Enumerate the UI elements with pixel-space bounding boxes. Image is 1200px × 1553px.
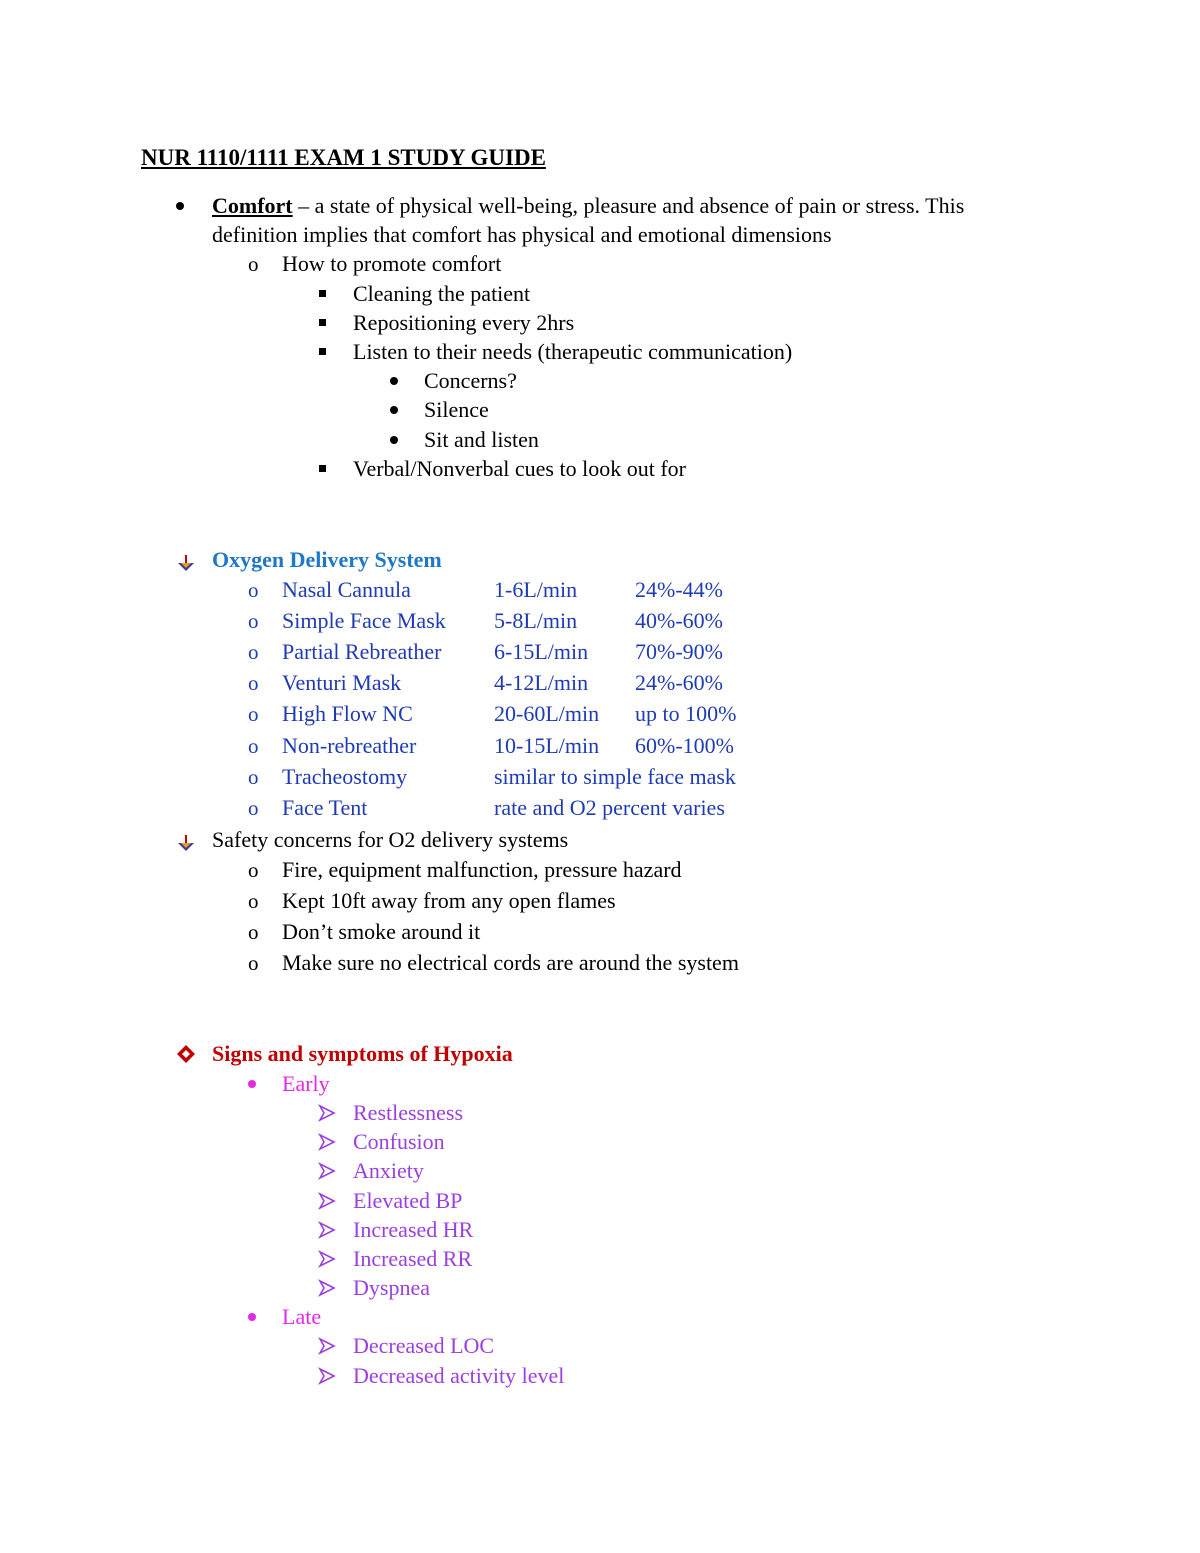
- circle-o-icon: o: [248, 671, 259, 695]
- circle-o-icon: o: [248, 609, 259, 633]
- bullet-dot-icon: [390, 406, 398, 414]
- comfort-definition: [212, 192, 964, 220]
- hypoxia-early-item: Increased RR: [353, 1246, 473, 1271]
- comfort-term: Comfort: [212, 193, 293, 218]
- hypoxia-early-item: Confusion: [353, 1129, 445, 1155]
- circle-o-icon: o: [248, 252, 259, 276]
- square-bullet-icon: [319, 319, 326, 326]
- oxygen-device: Face Tent: [282, 795, 368, 820]
- circle-o-icon: o: [248, 889, 259, 913]
- oxygen-percent: 60%-100%: [635, 733, 734, 758]
- diamond-bullet-icon: [176, 1044, 196, 1064]
- oxygen-device: Nasal Cannula: [282, 577, 411, 602]
- oxygen-device: High Flow NC: [282, 701, 413, 726]
- safety-heading: Safety concerns for O2 delivery systems: [212, 827, 569, 852]
- oxygen-rate: 10-15L/min: [494, 733, 600, 758]
- safety-item: Kept 10ft away from any open flames: [282, 888, 616, 913]
- oxygen-rate: 4-12L/min: [494, 670, 589, 695]
- bullet-dot-icon: [176, 202, 184, 210]
- comfort-item: Cleaning the patient: [353, 281, 531, 306]
- circle-o-icon: o: [248, 951, 259, 975]
- hypoxia-heading: Signs and symptoms of Hypoxia: [212, 1041, 513, 1066]
- arrowhead-bullet-icon: [318, 1133, 336, 1151]
- comfort-sub-item: Sit and listen: [424, 427, 539, 452]
- comfort-item: Listen to their needs (therapeutic communication): [353, 339, 793, 364]
- oxygen-percent: 70%-90%: [635, 639, 723, 664]
- hypoxia-early-item: Restlessness: [353, 1100, 463, 1125]
- oxygen-percent: 40%-60%: [635, 608, 723, 633]
- oxygen-device: Non-rebreather: [282, 733, 417, 758]
- oxygen-device: Tracheostomy: [282, 764, 408, 789]
- hypoxia-early-item: Elevated BP: [353, 1187, 463, 1213]
- bullet-dot-icon: [248, 1313, 256, 1321]
- oxygen-rate: rate and O2 percent varies: [494, 795, 725, 820]
- oxygen-rate: 1-6L/min: [494, 577, 578, 602]
- bullet-dot-icon: [248, 1080, 256, 1088]
- arrow-down-bullet-icon: [176, 554, 196, 574]
- arrowhead-bullet-icon: [318, 1162, 336, 1180]
- circle-o-icon: o: [248, 796, 259, 820]
- circle-o-icon: o: [248, 578, 259, 602]
- page-title: NUR 1110/1111 EXAM 1 STUDY GUIDE: [141, 145, 546, 170]
- promote-comfort-heading: How to promote comfort: [282, 251, 502, 276]
- oxygen-rate: 6-15L/min: [494, 639, 589, 664]
- comfort-item: Verbal/Nonverbal cues to look out for: [353, 456, 686, 481]
- oxygen-percent: up to 100%: [635, 701, 737, 726]
- arrowhead-bullet-icon: [318, 1337, 336, 1355]
- oxygen-percent: 24%-60%: [635, 670, 723, 695]
- oxygen-device: Partial Rebreather: [282, 639, 442, 664]
- safety-item: Don’t smoke around it: [282, 919, 481, 944]
- arrowhead-bullet-icon: [318, 1192, 336, 1210]
- arrowhead-bullet-icon: [318, 1279, 336, 1297]
- bullet-dot-icon: [390, 436, 398, 444]
- circle-o-icon: o: [248, 920, 259, 944]
- arrow-down-bullet-icon: [176, 834, 196, 854]
- arrowhead-bullet-icon: [318, 1104, 336, 1122]
- hypoxia-early-item: Dyspnea: [353, 1275, 430, 1301]
- oxygen-heading: Oxygen Delivery System: [212, 547, 442, 572]
- square-bullet-icon: [319, 290, 326, 297]
- circle-o-icon: o: [248, 640, 259, 664]
- hypoxia-late-item: Decreased LOC: [353, 1333, 495, 1358]
- bullet-dot-icon: [390, 377, 398, 385]
- comfort-definition-line1: – a state of physical well-being, pleasure and absence of pain or stress. This: [292, 193, 965, 218]
- arrowhead-bullet-icon: [318, 1250, 336, 1268]
- oxygen-device: Simple Face Mask: [282, 608, 446, 633]
- circle-o-icon: o: [248, 734, 259, 758]
- early-label: Early: [282, 1071, 330, 1096]
- hypoxia-early-item: Anxiety: [353, 1158, 424, 1184]
- oxygen-rate: 5-8L/min: [494, 608, 578, 633]
- circle-o-icon: o: [248, 765, 259, 789]
- safety-item: Make sure no electrical cords are around the system: [282, 950, 739, 975]
- comfort-item: Repositioning every 2hrs: [353, 310, 575, 335]
- circle-o-icon: o: [248, 858, 259, 882]
- oxygen-device: Venturi Mask: [282, 670, 402, 695]
- oxygen-rate: 20-60L/min: [494, 701, 600, 726]
- oxygen-percent: 24%-44%: [635, 577, 723, 602]
- square-bullet-icon: [319, 465, 326, 472]
- hypoxia-late-item: Decreased activity level: [353, 1363, 565, 1388]
- comfort-definition-line2: definition implies that comfort has physical and emotional dimensions: [212, 222, 832, 247]
- comfort-sub-item: Concerns?: [424, 368, 517, 393]
- hypoxia-early-item: Increased HR: [353, 1216, 474, 1242]
- oxygen-rate: similar to simple face mask: [494, 764, 736, 789]
- comfort-sub-item: Silence: [424, 397, 489, 422]
- circle-o-icon: o: [248, 702, 259, 726]
- safety-item: Fire, equipment malfunction, pressure hazard: [282, 857, 682, 882]
- arrowhead-bullet-icon: [318, 1367, 336, 1385]
- arrowhead-bullet-icon: [318, 1221, 336, 1239]
- square-bullet-icon: [319, 348, 326, 355]
- late-label: Late: [282, 1304, 322, 1329]
